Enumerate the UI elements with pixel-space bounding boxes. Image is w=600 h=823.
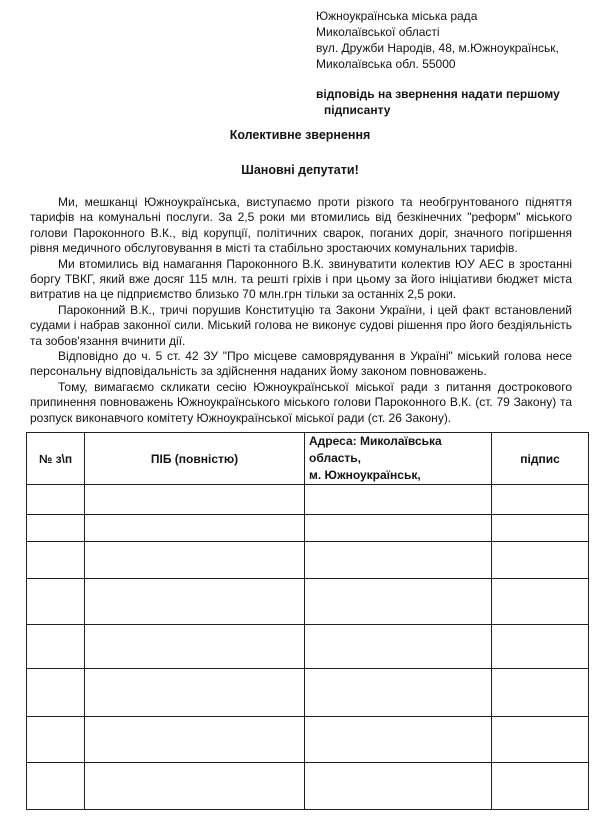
table-cell[interactable] <box>27 625 85 669</box>
addressee-line: Миколаївської області <box>316 25 440 39</box>
table-cell[interactable] <box>27 515 85 542</box>
body-paragraph: Ми втомились від намагання Пароконного В.К. звинуватити колектив ЮУ АЕС в зростанні боргу ТВКГ, який вже досяг 115 млн. та решті гріхів і при цьому за його ініціативи бюджет міста витратив на це підприємство близько 70 млн.грн тільки за останніх 2,5 роки. <box>30 256 572 302</box>
table-cell[interactable] <box>305 579 492 625</box>
table-cell[interactable] <box>85 625 305 669</box>
table-cell[interactable] <box>305 763 492 810</box>
table-cell[interactable] <box>27 763 85 810</box>
table-cell[interactable] <box>305 669 492 717</box>
table-row <box>27 485 589 515</box>
table-cell[interactable] <box>305 542 492 579</box>
signature-table <box>26 432 589 810</box>
table-header-row <box>27 433 589 485</box>
addressee-block <box>316 8 591 118</box>
reply-request-line: відповідь на звернення надати першому <box>316 87 560 101</box>
table-cell[interactable] <box>492 625 589 669</box>
table-cell[interactable] <box>492 669 589 717</box>
column-header-address-line: Адреса: Миколаївська область, <box>309 434 442 465</box>
document-heading: Колективне звернення <box>229 128 371 142</box>
table-cell[interactable] <box>85 485 305 515</box>
table-row <box>27 763 589 810</box>
table-row <box>27 579 589 625</box>
addressee-line: Миколаївська обл. 55000 <box>316 57 456 71</box>
table-cell[interactable] <box>492 579 589 625</box>
column-header-name: ПІБ (повністю) <box>85 433 305 485</box>
table-row <box>27 625 589 669</box>
table-cell[interactable] <box>85 763 305 810</box>
salutation: Шановні депутати! <box>241 163 359 177</box>
table-cell[interactable] <box>492 542 589 579</box>
addressee-line: вул. Дружби Народів, 48, м.Южноукраїнськ, <box>316 41 559 55</box>
table-cell[interactable] <box>85 579 305 625</box>
addressee-line: Южноукраїнська міська рада <box>316 9 478 23</box>
table-cell[interactable] <box>27 579 85 625</box>
appeal-body <box>30 195 572 426</box>
table-cell[interactable] <box>305 625 492 669</box>
table-row <box>27 717 589 763</box>
column-header-signature: підпис <box>492 433 589 485</box>
body-paragraph: Тому, вимагаємо скликати сесію Южноукраїнської міської ради з питання дострокового припинення повноважень Южноукраїнського міського голови Пароконного В.К. (ст. 79 Закону) та розпуск виконавчого комітету Южноукраїнської міської ради (ст. 26 Закону). <box>30 379 572 425</box>
table-row <box>27 515 589 542</box>
column-header-address-line: м. Южноукраїнськ, <box>309 468 421 482</box>
body-paragraph: Пароконний В.К., тричі порушив Конституцію та Закони України, і цей факт встановлений судами і набрав законної сили. Міський голова не виконує судові рішення про його бездіяльність та зобов'язання вчинити дії. <box>30 302 572 348</box>
table-cell[interactable] <box>85 717 305 763</box>
table-cell[interactable] <box>85 515 305 542</box>
table-cell[interactable] <box>492 763 589 810</box>
table-cell[interactable] <box>305 515 492 542</box>
table-cell[interactable] <box>492 515 589 542</box>
table-row <box>27 669 589 717</box>
reply-request <box>316 86 591 118</box>
column-header-number: № з\п <box>27 433 85 485</box>
reply-request-line: підписанту <box>324 103 391 117</box>
table-cell[interactable] <box>27 669 85 717</box>
table-cell[interactable] <box>305 485 492 515</box>
body-paragraph: Відповідно до ч. 5 ст. 42 ЗУ "Про місцеве самоврядування в Україні" міський голова несе персональну відповідальність за здійснення наданих йому законом повноважень. <box>30 349 572 379</box>
table-cell[interactable] <box>27 485 85 515</box>
table-cell[interactable] <box>27 717 85 763</box>
table-cell[interactable] <box>492 485 589 515</box>
column-header-address <box>305 433 492 485</box>
table-row <box>27 542 589 579</box>
body-paragraph: Ми, мешканці Южноукраїнська, виступаємо проти різкого та необгрунтованого підняття тарифів на комунальні послуги. За 2,5 роки ми втомились від безкінечних "реформ" міського голови Пароконного В.К., від корупції, політичних сварок, поганих доріг, значного погіршення рівня медичного обслуговування в місті та стабільно зростаючих комунальних тарифів. <box>30 195 572 256</box>
table-cell[interactable] <box>85 542 305 579</box>
table-cell[interactable] <box>27 542 85 579</box>
table-cell[interactable] <box>85 669 305 717</box>
table-cell[interactable] <box>492 717 589 763</box>
table-cell[interactable] <box>305 717 492 763</box>
